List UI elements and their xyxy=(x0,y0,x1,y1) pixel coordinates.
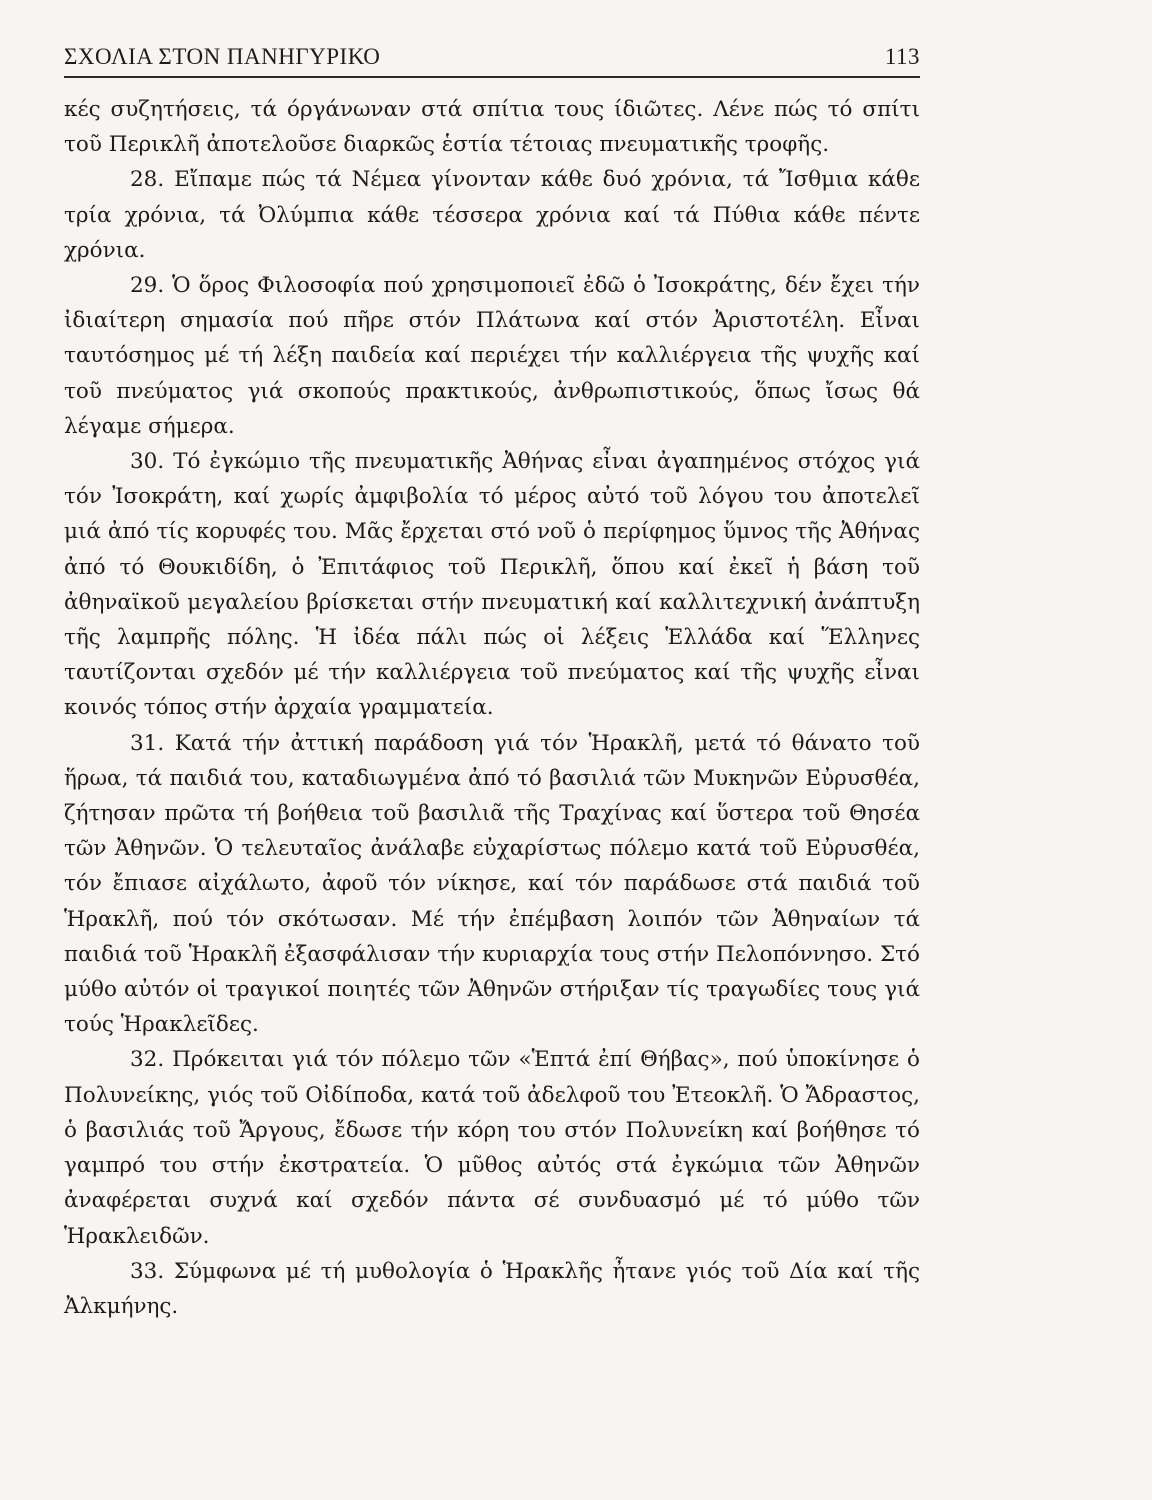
page-number: 113 xyxy=(884,44,920,69)
note-text: Πρόκειται γιά τόν πόλεμο τῶν «Ἑπτά ἐπί Θήβας», πού ὑποκίνησε ὁ Πολυνείκης, γιός τοῦ Οἰδίποδα, κατά τοῦ ἀδελφοῦ του Ἐτεοκλῆ. Ὁ Ἄδραστος, ὁ βασιλιάς τοῦ Ἄργους, ἔδωσε τήν κόρη του στόν Πολυνείκη καί βοήθησε τό γαμπρό του στήν ἐκστρατεία. Ὁ μῦθος αὐτός στά ἐγκώμια τῶν Ἀθηνῶν ἀναφέρεται συχνά καί σχεδόν πάντα σέ συνδυασμό μέ τό μύθο τῶν Ἡρακλειδῶν. xyxy=(64,1047,920,1249)
note-text: Τό ἐγκώμιο τῆς πνευματικῆς Ἀθήνας εἶναι ἀγαπημένος στόχος γιά τόν Ἰσοκράτη, καί χωρίς ἀμφιβολία τό μέρος αὐτό τοῦ λόγου του ἀποτελεῖ μιά ἀπό τίς κορυφές του. Μᾶς ἔρχεται στό νοῦ ὁ περίφημος ὕμνος τῆς Ἀθήνας ἀπό τό Θουκιδίδη, ὁ Ἐπιτάφιος τοῦ Περικλῆ, ὅπου καί ἐκεῖ ἡ βάση τοῦ ἀθηναϊκοῦ μεγαλείου βρίσκεται στήν πνευματική καί καλλιτεχνική ἀνάπτυξη τῆς λαμπρῆς πόλης. Ἡ ἰδέα πάλι πώς οἱ λέξεις Ἑλλάδα καί Ἕλληνες ταυτίζονται σχεδόν μέ τήν καλλιέργεια τοῦ πνεύματος καί τῆς ψυχῆς εἶναι κοινός τόπος στήν ἀρχαία γραμματεία. xyxy=(64,449,920,721)
note-29 xyxy=(64,268,920,444)
note-number: 33. xyxy=(130,1258,165,1284)
note-32 xyxy=(64,1042,920,1253)
notes-body xyxy=(64,92,920,1324)
note-30 xyxy=(64,444,920,726)
note-28 xyxy=(64,162,920,268)
note-number: 32. xyxy=(130,1047,165,1073)
note-text: Σύμφωνα μέ τή μυθολογία ὁ Ἡρακλῆς ἦτανε γιός τοῦ Δία καί τῆς Ἀλκμήνης. xyxy=(64,1258,920,1319)
note-number: 28. xyxy=(130,167,165,193)
note-33 xyxy=(64,1254,920,1324)
note-text: Κατά τήν ἀττική παράδοση γιά τόν Ἡρακλῆ, μετά τό θάνατο τοῦ ἥρωα, τά παιδιά του, καταδιωγμένα ἀπό τό βασιλιά τῶν Μυκηνῶν Εὐρυσθέα, ζήτησαν πρῶτα τή βοήθεια τοῦ βασιλιᾶ τῆς Τραχίνας καί ὕστερα τοῦ Θησέα τῶν Ἀθηνῶν. Ὁ τελευταῖος ἀνάλαβε εὐχαρίστως πόλεμο κατά τοῦ Εὐρυσθέα, τόν ἔπιασε αἰχάλωτο, ἀφοῦ τόν νίκησε, καί τόν παράδωσε στά παιδιά τοῦ Ἡρακλῆ, πού τόν σκότωσαν. Μέ τήν ἐπέμβαση λοιπόν τῶν Ἀθηναίων τά παιδιά τοῦ Ἡρακλῆ ἐξασφάλισαν τήν κυριαρχία τους στήν Πελοπόννησο. Στό μύθο αὐτόν οἱ τραγικοί ποιητές τῶν Ἀθηνῶν στήριξαν τίς τραγωδίες τους γιά τούς Ἡρακλεῖδες. xyxy=(64,730,920,1038)
note-text: Ὁ ὅρος Φιλοσοφία πού χρησιμοποιεῖ ἐδῶ ὁ Ἰσοκράτης, δέν ἔχει τήν ἰδιαίτερη σημασία πού πῆρε στόν Πλάτωνα καί στόν Ἀριστοτέλη. Εἶναι ταυτόσημος μέ τή λέξη παιδεία καί περιέχει τήν καλλιέργεια τῆς ψυχῆς καί τοῦ πνεύματος γιά σκοπούς πρακτικούς, ἀνθρωπιστικούς, ὅπως ἴσως θά λέγαμε σήμερα. xyxy=(64,273,920,439)
paragraph-continuation xyxy=(64,92,920,162)
note-number: 30. xyxy=(130,449,165,475)
page-header xyxy=(64,44,920,78)
book-page xyxy=(64,44,920,1324)
note-number: 29. xyxy=(130,273,165,299)
running-title: ΣΧΟΛΙΑ ΣΤΟΝ ΠΑΝΗΓΥΡΙΚΟ xyxy=(64,44,381,69)
note-31 xyxy=(64,726,920,1043)
paragraph-text: κές συζητήσεις, τά όργάνωναν στά σπίτια τους ίδιῶτες. Λένε πώς τό σπίτι τοῦ Περικλῆ ἀποτελοῦσε διαρκῶς ἑστία τέτοιας πνευματικῆς τροφῆς. xyxy=(64,97,920,158)
note-number: 31. xyxy=(130,730,165,756)
note-text: Εἴπαμε πώς τά Νέμεα γίνονταν κάθε δυό χρόνια, τά Ἴσθμια κάθε τρία χρόνια, τά Ὀλύμπια κάθε τέσσερα χρόνια καί τά Πύθια κάθε πέντε χρόνια. xyxy=(64,167,920,263)
